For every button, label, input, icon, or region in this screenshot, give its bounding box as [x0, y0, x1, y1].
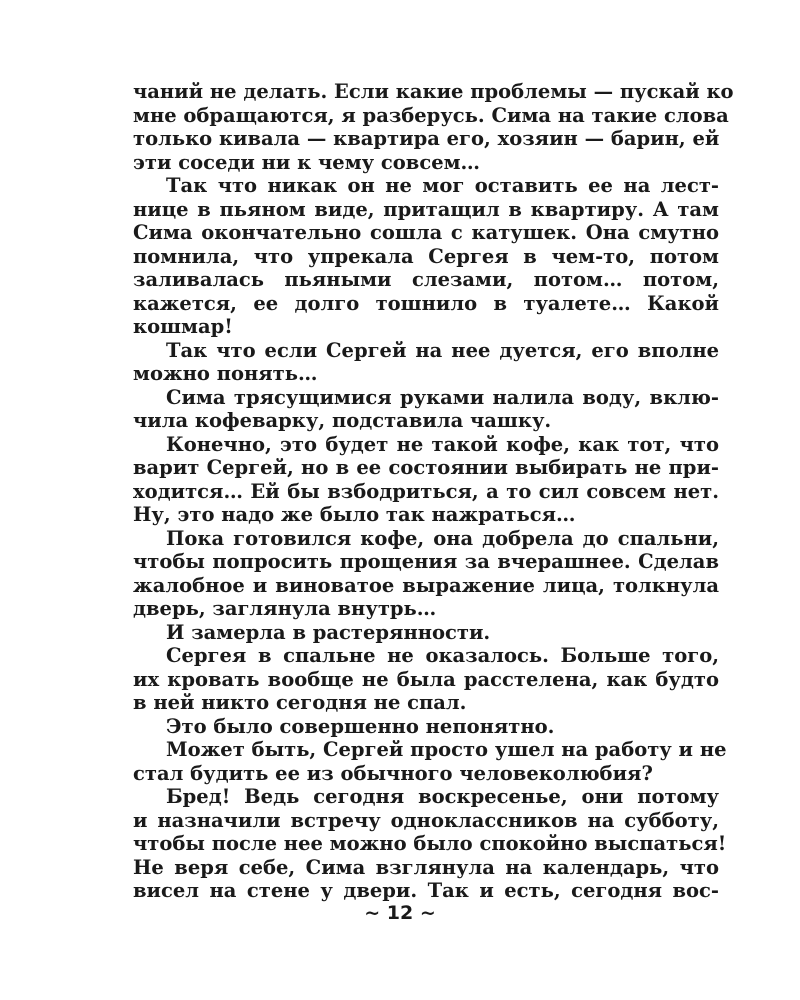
- text-line: варит Сергей, но в ее состоянии выбирать не при-: [133, 456, 719, 479]
- text-line: Пока готовился кофе, она добрела до спальни,: [166, 526, 719, 550]
- text-line: Так что никак он не мог оставить ее на лест-: [166, 174, 719, 197]
- text-line: стал будить ее из обычного человеколюбия?: [133, 761, 653, 785]
- text-line: только кивала — квартира его, хозяин — барин, ей: [133, 127, 720, 150]
- text-line: Не веря себе, Сима взглянула на календарь, что: [133, 855, 719, 879]
- text-line: Бред! Ведь сегодня воскресенье, они потому: [166, 785, 719, 808]
- text-line: И замерла в растерянности.: [166, 620, 491, 644]
- text-line: помнила, что упрекала Сергея в чем-то, потом: [133, 244, 719, 268]
- text-line: чила кофеварку, подставила чашку.: [133, 409, 552, 432]
- text-line: их кровать вообще не была расстелена, как будто: [133, 667, 719, 691]
- text-line: Сима трясущимися руками налила воду, вклю-: [166, 385, 719, 409]
- text-line: Так что если Сергей на нее дуется, его вполне: [166, 338, 719, 362]
- text-line: кажется, ее долго тошнило в туалете… Какой: [133, 291, 719, 315]
- text-line: нице в пьяном виде, притащил в квартиру. А там: [133, 197, 719, 221]
- text-line: и назначили встречу одноклассников на субботу,: [133, 808, 719, 832]
- text-line: Может быть, Сергей просто ушел на работу и не: [166, 738, 727, 761]
- text-line: Сергея в спальне не оказалось. Больше того,: [166, 644, 719, 667]
- text-line: Сима окончательно сошла с катушек. Она смутно: [133, 221, 719, 244]
- text-line: висел на стене у двери. Так и есть, сегодня вос-: [133, 879, 719, 902]
- text-line: чтобы после нее можно было спокойно выспаться!: [133, 832, 727, 855]
- text-line: ходится… Ей бы взбодриться, а то сил совсем нет.: [133, 479, 719, 503]
- text-line: дверь, заглянула внутрь…: [133, 597, 437, 620]
- page-number: ~ 12 ~: [364, 902, 436, 924]
- text-line: чтобы попросить прощения за вчерашнее. Сделав: [133, 550, 719, 573]
- text-line: в ней никто сегодня не спал.: [133, 691, 467, 714]
- text-line: чаний не делать. Если какие проблемы — пускай ко: [133, 80, 734, 103]
- text-line: жалобное и виноватое выражение лица, толкнула: [133, 573, 719, 597]
- text-line: кошмар!: [133, 315, 233, 338]
- text-line: мне обращаются, я разберусь. Сима на такие слова: [133, 103, 729, 127]
- text-line: Ну, это надо же было так нажраться…: [133, 503, 576, 526]
- body-text: [133, 80, 734, 903]
- text-line: Это было совершенно непонятно.: [166, 714, 555, 738]
- text-line: можно понять…: [133, 362, 318, 385]
- text-line: заливалась пьяными слезами, потом… потом,: [133, 268, 719, 291]
- text-line: эти соседи ни к чему совсем…: [133, 150, 481, 174]
- text-line: Конечно, это будет не такой кофе, как тот, что: [166, 432, 719, 456]
